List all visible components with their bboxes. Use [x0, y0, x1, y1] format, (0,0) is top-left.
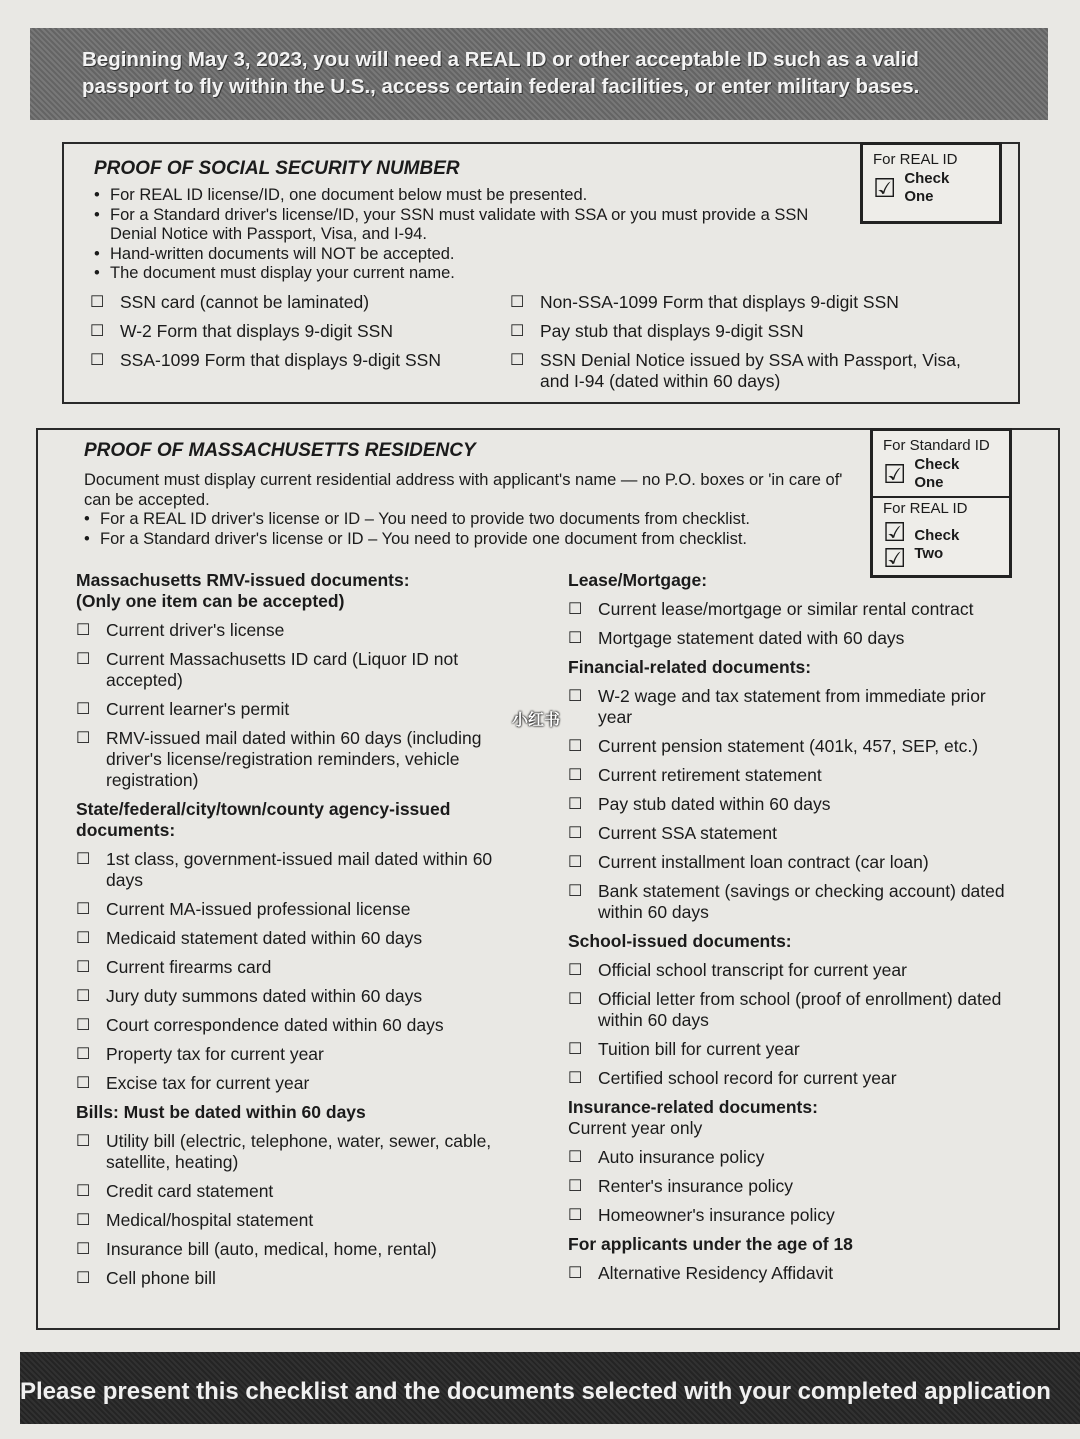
checklist-item-label: Pay stub that displays 9-digit SSN	[540, 321, 804, 341]
checkbox-icon[interactable]: ☐	[90, 352, 105, 369]
checklist-item-label: Mortgage statement dated with 60 days	[598, 628, 905, 648]
checklist-item[interactable]	[76, 1131, 516, 1173]
residency-intro: Document must display current residential address with applicant's name — no P.O. boxes or 'in care of' can be accepted.	[84, 471, 843, 509]
residency-instruction: • For a REAL ID driver's license or ID – You need to provide two documents from checklist.	[84, 510, 854, 530]
ssn-instruction: • For a Standard driver's license/ID, your SSN must validate with SSA or you must provide a SSN Denial Notice with Passport, Visa, and I-94.	[94, 206, 824, 245]
insurance-heading: Insurance-related documents:	[568, 1097, 818, 1117]
checklist-item[interactable]	[510, 321, 970, 342]
checkbox-icon[interactable]: ☐	[568, 883, 583, 900]
ssn-instructions	[94, 186, 824, 284]
checkbox-icon[interactable]: ☐	[568, 796, 583, 813]
checklist-item-label: Medicaid statement dated within 60 days	[106, 928, 423, 948]
checklist-item[interactable]	[568, 736, 1008, 757]
checklist-item[interactable]	[90, 321, 490, 342]
checklist-item-label: Auto insurance policy	[598, 1147, 765, 1167]
checklist-item[interactable]	[76, 1044, 516, 1065]
checklist-item-label: Current SSA statement	[598, 823, 777, 843]
checkbox-icon[interactable]: ☐	[76, 1212, 91, 1229]
checkbox-icon[interactable]: ☐	[90, 323, 105, 340]
checklist-item[interactable]	[568, 1147, 1008, 1168]
checklist-item[interactable]	[76, 849, 516, 891]
checkbox-icon[interactable]: ☐	[76, 1241, 91, 1258]
checklist-item-label: Current lease/mortgage or similar rental contract	[598, 599, 974, 619]
checklist-item-label: Official letter from school (proof of enrollment) dated within 60 days	[598, 989, 1002, 1030]
real-id-notice-banner	[30, 28, 1048, 120]
watermark: 小红书	[512, 712, 561, 729]
real-id-label: For REAL ID	[883, 500, 968, 517]
checklist-item[interactable]	[568, 1205, 1008, 1226]
checklist-item[interactable]	[568, 960, 1008, 981]
checkbox-icon[interactable]: ☐	[76, 651, 91, 668]
checklist-item-label: Excise tax for current year	[106, 1073, 310, 1093]
ssn-instruction: • Hand-written documents will NOT be accepted.	[94, 245, 824, 265]
checklist-item[interactable]	[568, 794, 1008, 815]
checkbox-icon[interactable]: ☐	[76, 959, 91, 976]
checklist-item-label: Pay stub dated within 60 days	[598, 794, 831, 814]
real-check-count: Two	[914, 545, 944, 562]
checklist-item[interactable]	[76, 1015, 516, 1036]
checkbox-icon[interactable]: ☐	[568, 1207, 583, 1224]
residency-requirement-box	[870, 428, 1012, 578]
checklist-item-label: SSN Denial Notice issued by SSA with Passport, Visa, and I-94 (dated within 60 days)	[540, 350, 961, 391]
checklist-item[interactable]	[90, 350, 490, 371]
checklist-item-label: Homeowner's insurance policy	[598, 1205, 835, 1225]
checklist-item[interactable]	[76, 649, 516, 691]
checklist-item[interactable]	[568, 1039, 1008, 1060]
checkbox-icon[interactable]: ☐	[76, 1017, 91, 1034]
checkbox-icon[interactable]: ☐	[568, 767, 583, 784]
banner-line-1: Beginning May 3, 2023, you will need a REAL ID or other acceptable ID such as a valid	[82, 48, 919, 71]
checklist-item-label: Utility bill (electric, telephone, water, sewer, cable, satellite, heating)	[106, 1131, 492, 1172]
checklist-item-label: Current retirement statement	[598, 765, 822, 785]
checklist-item[interactable]	[76, 928, 516, 949]
ssn-check-label: Check	[904, 170, 950, 187]
checklist-item-label: Current MA-issued professional license	[106, 899, 411, 919]
checklist-item[interactable]	[568, 1176, 1008, 1197]
checklist-item[interactable]	[76, 1239, 516, 1260]
standard-id-label: For Standard ID	[883, 437, 990, 454]
checklist-item[interactable]	[76, 728, 516, 791]
checklist-item-label: Current Massachusetts ID card (Liquor ID not accepted)	[106, 649, 459, 690]
checkbox-icon[interactable]: ☐	[568, 1041, 583, 1058]
agency-heading: State/federal/city/town/county agency-issued documents:	[76, 799, 451, 840]
checklist-item-label: Current learner's permit	[106, 699, 290, 719]
checklist-item-label: Renter's insurance policy	[598, 1176, 793, 1196]
checkbox-icon[interactable]: ☐	[510, 352, 525, 369]
checkbox-icon[interactable]: ☐	[510, 323, 525, 340]
checklist-item-label: Current installment loan contract (car loan)	[598, 852, 929, 872]
standard-check-count: One	[914, 474, 944, 491]
footer-text: Please present this checklist and the documents selected with your completed application	[20, 1378, 1051, 1405]
ssn-instruction: • The document must display your current name.	[94, 264, 824, 284]
real-check-label: Check	[914, 527, 960, 544]
checklist-item[interactable]	[568, 881, 1008, 923]
residency-left-column	[76, 564, 516, 1297]
checklist-item[interactable]	[568, 628, 1008, 649]
ssn-section	[62, 142, 1020, 404]
checklist-item-label: 1st class, government-issued mail dated within 60 days	[106, 849, 493, 890]
financial-heading: Financial-related documents:	[568, 657, 812, 677]
ssn-instruction: • For REAL ID license/ID, one document below must be presented.	[94, 186, 824, 206]
checkbox-icon[interactable]: ☐	[568, 738, 583, 755]
checklist-item[interactable]	[76, 620, 516, 641]
checklist-item[interactable]	[76, 1210, 516, 1231]
checklist-item-label: Bank statement (savings or checking account) dated within 60 days	[598, 881, 1005, 922]
ssn-right-checklist	[510, 292, 970, 400]
checkbox-icon[interactable]: ☐	[568, 825, 583, 842]
checklist-item[interactable]	[568, 823, 1008, 844]
footer-banner	[20, 1352, 1080, 1424]
ssn-requirement-box	[860, 142, 1002, 224]
checkbox-icon[interactable]: ☐	[76, 730, 91, 747]
checkbox-icon[interactable]: ☐	[568, 991, 583, 1008]
checkbox-icon[interactable]: ☐	[90, 294, 105, 311]
checklist-item-label: Medical/hospital statement	[106, 1210, 314, 1230]
checklist-item[interactable]	[568, 765, 1008, 786]
checklist-item-label: Jury duty summons dated within 60 days	[106, 986, 423, 1006]
checklist-item-label: Official school transcript for current year	[598, 960, 907, 980]
checklist-item-label: Non-SSA-1099 Form that displays 9-digit SSN	[540, 292, 899, 312]
checklist-item-label: Current pension statement (401k, 457, SEP, etc.)	[598, 736, 979, 756]
checklist-item[interactable]	[76, 986, 516, 1007]
checklist-item[interactable]	[76, 699, 516, 720]
checkbox-icon[interactable]: ☐	[76, 901, 91, 918]
checklist-item-label: Insurance bill (auto, medical, home, rental)	[106, 1239, 437, 1259]
checklist-item[interactable]	[76, 1268, 516, 1289]
checkbox-icon[interactable]: ☐	[568, 1265, 583, 1282]
checkbox-icon[interactable]: ☐	[568, 630, 583, 647]
checkbox-icon[interactable]: ☐	[76, 851, 91, 868]
checkbox-icon[interactable]: ☐	[76, 1133, 91, 1150]
checkbox-icon[interactable]: ☐	[510, 294, 525, 311]
checklist-item[interactable]	[76, 1073, 516, 1094]
checkbox-icon[interactable]: ☐	[568, 601, 583, 618]
school-heading: School-issued documents:	[568, 931, 792, 951]
ssn-left-checklist	[90, 292, 490, 379]
checkbox-icon[interactable]: ☐	[76, 1075, 91, 1092]
checklist-item-label: Court correspondence dated within 60 days	[106, 1015, 444, 1035]
checklist-item[interactable]	[568, 599, 1008, 620]
checklist-item[interactable]	[76, 1181, 516, 1202]
checked-box-icon: ☑	[883, 459, 907, 489]
checklist-item-label: Certified school record for current year	[598, 1068, 897, 1088]
residency-right-column	[568, 564, 1008, 1292]
rmv-heading: Massachusetts RMV-issued documents:	[76, 570, 410, 590]
checkbox-icon[interactable]: ☐	[76, 930, 91, 947]
checkbox-icon[interactable]: ☐	[76, 701, 91, 718]
ssn-requirement-label: For REAL ID	[873, 151, 958, 168]
checklist-item[interactable]	[568, 1068, 1008, 1089]
checkbox-icon[interactable]: ☐	[76, 622, 91, 639]
residency-instruction: • For a Standard driver's license or ID – You need to provide one document from checklist.	[84, 530, 854, 550]
checklist-item-label: Tuition bill for current year	[598, 1039, 800, 1059]
residency-section	[36, 428, 1060, 1330]
checkbox-icon[interactable]: ☐	[568, 854, 583, 871]
checklist-item[interactable]	[568, 852, 1008, 873]
checklist-item[interactable]	[90, 292, 490, 313]
residency-section-title: PROOF OF MASSACHUSETTS RESIDENCY	[84, 440, 476, 461]
checklist-item[interactable]	[568, 989, 1008, 1031]
checkbox-icon[interactable]: ☐	[76, 1270, 91, 1287]
checklist-item-label: RMV-issued mail dated within 60 days (including driver's license/registration reminders, vehicle registration)	[106, 728, 482, 790]
checklist-item[interactable]	[510, 292, 970, 313]
checklist-item[interactable]	[76, 957, 516, 978]
insurance-subheading: Current year only	[568, 1118, 703, 1138]
checklist-item[interactable]	[510, 350, 970, 392]
checklist-item-label: SSA-1099 Form that displays 9-digit SSN	[120, 350, 441, 370]
banner-line-2: passport to fly within the U.S., access certain federal facilities, or enter military bases.	[82, 75, 920, 98]
checkbox-icon[interactable]: ☐	[76, 988, 91, 1005]
residency-instructions	[84, 510, 854, 549]
checked-box-icon: ☑	[883, 517, 907, 547]
lease-heading: Lease/Mortgage:	[568, 570, 708, 590]
checklist-item-label: W-2 wage and tax statement from immediate prior year	[598, 686, 986, 727]
checkbox-icon[interactable]: ☐	[568, 688, 583, 705]
checkbox-icon[interactable]: ☐	[568, 1070, 583, 1087]
checklist-item-label: Cell phone bill	[106, 1268, 216, 1288]
checkbox-icon[interactable]: ☐	[76, 1183, 91, 1200]
checkbox-icon[interactable]: ☐	[568, 962, 583, 979]
checkbox-icon[interactable]: ☐	[76, 1046, 91, 1063]
standard-check-label: Check	[914, 456, 960, 473]
rmv-subheading: (Only one item can be accepted)	[76, 591, 345, 611]
checklist-item-label: Current driver's license	[106, 620, 285, 640]
checklist-item-label: Property tax for current year	[106, 1044, 324, 1064]
under18-heading: For applicants under the age of 18	[568, 1234, 853, 1254]
checklist-item-label: W-2 Form that displays 9-digit SSN	[120, 321, 393, 341]
checkbox-icon[interactable]: ☐	[568, 1178, 583, 1195]
checklist-item[interactable]	[76, 899, 516, 920]
bills-heading: Bills: Must be dated within 60 days	[76, 1102, 366, 1122]
checklist-item-label: Current firearms card	[106, 957, 272, 977]
checklist-item-label: Credit card statement	[106, 1181, 274, 1201]
ssn-section-title: PROOF OF SOCIAL SECURITY NUMBER	[94, 158, 460, 179]
ssn-check-count: One	[904, 188, 934, 205]
checklist-item-label: Alternative Residency Affidavit	[598, 1263, 834, 1283]
checklist-item[interactable]	[568, 1263, 1008, 1284]
checked-box-icon: ☑	[873, 173, 897, 203]
checklist-item-label: SSN card (cannot be laminated)	[120, 292, 370, 312]
checked-box-icon: ☑	[883, 543, 907, 573]
checklist-item[interactable]	[568, 686, 1008, 728]
checkbox-icon[interactable]: ☐	[568, 1149, 583, 1166]
